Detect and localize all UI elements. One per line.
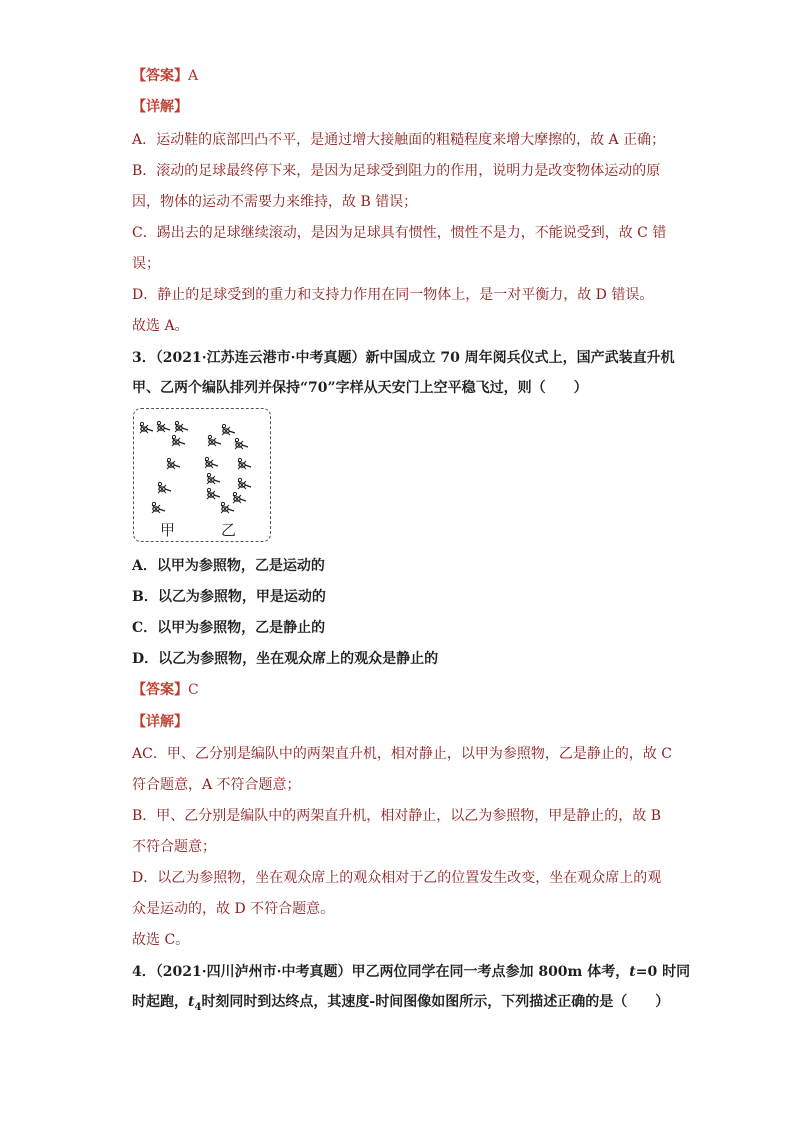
helicopter-icon — [157, 421, 170, 432]
explanation-line: 故选 A。 — [132, 318, 189, 334]
helicopter-icon — [235, 438, 248, 449]
helicopter-icon — [172, 435, 185, 446]
time-variable: t — [629, 964, 636, 980]
helicopter-icon — [167, 458, 180, 469]
helicopter-icon — [175, 421, 188, 432]
helicopter-icon — [233, 492, 246, 503]
explanation-line: B．甲、乙分别是编队中的两架直升机，相对静止，以乙为参照物，甲是静止的，故 B — [132, 808, 662, 824]
helicopter-formation — [134, 409, 270, 541]
explanation-line: A．运动鞋的底部凹凸不平，是通过增大接触面的粗糙程度来增大摩擦的，故 A 正确； — [132, 132, 666, 148]
explanation-line: AC．甲、乙分别是编队中的两架直升机，相对静止，以甲为参照物，乙是静止的，故 C — [132, 746, 672, 762]
detail-tag: 【详解】 — [132, 714, 188, 730]
explanation-line: 不符合题意； — [132, 839, 216, 855]
question-stem — [132, 962, 691, 982]
option-c: C．以甲为参照物，乙是静止的 — [132, 620, 326, 636]
stem-text: 4．（2021·四川泸州市·中考真题）甲乙两位同学在同一考点参加 800m 体考， — [132, 964, 630, 980]
helicopter-icon — [238, 458, 251, 469]
explanation-line: 众是运动的，故 D 不符合题意。 — [132, 901, 335, 917]
explanation-line: D．以乙为参照物，坐在观众席上的观众相对于乙的位置发生改变，坐在观众席上的观 — [132, 870, 662, 886]
helicopter-icon — [207, 488, 220, 499]
explanation-line: B．滚动的足球最终停下来，是因为足球受到阻力的作用，说明力是改变物体运动的原 — [132, 163, 661, 179]
label-yi: 乙 — [221, 521, 237, 539]
stem-text: =0 时同 — [635, 964, 691, 980]
explanation-line: 符合题意，A 不符合题意； — [132, 777, 301, 793]
formation-figure — [133, 408, 271, 542]
label-jia: 甲 — [160, 521, 176, 539]
answer-tag: 【答案】 — [132, 682, 188, 698]
q2-answer-line — [132, 66, 672, 86]
helicopter-icon — [158, 482, 171, 493]
helicopter-icon — [238, 478, 251, 489]
helicopter-icon — [222, 424, 235, 435]
helicopter-icon — [152, 502, 165, 513]
explanation-line: 因，物体的运动不需要力来维持，故 B 错误； — [132, 194, 418, 210]
explanation-line: 故选 C。 — [132, 932, 190, 948]
question-stem: 甲、乙两个编队排列并保持“70”字样从天安门上空平稳飞过，则（ ） — [132, 380, 588, 396]
detail-tag: 【详解】 — [132, 99, 188, 115]
answer-tag: 【答案】 — [132, 68, 188, 84]
stem-text: 时刻同时到达终点，其速度-时间图像如图所示，下列描述正确的是（ ） — [201, 994, 670, 1010]
option-a: A．以甲为参照物，乙是运动的 — [132, 558, 325, 574]
helicopter-icon — [221, 502, 234, 513]
question-stem: 3．（2021·江苏连云港市·中考真题）新中国成立 70 周年阅兵仪式上，国产武装直升机 — [132, 350, 675, 366]
time-variable: t — [188, 994, 195, 1010]
time-subscript: 4 — [194, 1001, 202, 1013]
helicopter-icon — [140, 422, 153, 433]
explanation-line: D．静止的足球受到的重力和支持力作用在同一物体上，是一对平衡力，故 D 错误。 — [132, 287, 654, 303]
helicopter-icon — [208, 435, 221, 446]
helicopter-icon — [205, 457, 218, 468]
helicopter-icon — [207, 473, 220, 484]
explanation-line: C．踢出去的足球继续滚动，是因为足球具有惯性，惯性不是力，不能说受到，故 C 错 — [132, 225, 667, 241]
answer-value: A — [188, 68, 199, 84]
question-stem — [132, 992, 672, 1018]
q3-answer-line — [132, 680, 672, 700]
answer-value: C — [188, 682, 199, 698]
option-d: D．以乙为参照物，坐在观众席上的观众是静止的 — [132, 651, 439, 667]
explanation-line: 误； — [132, 256, 160, 272]
stem-text: 时起跑， — [132, 994, 188, 1010]
option-b: B．以乙为参照物，甲是运动的 — [132, 589, 326, 605]
